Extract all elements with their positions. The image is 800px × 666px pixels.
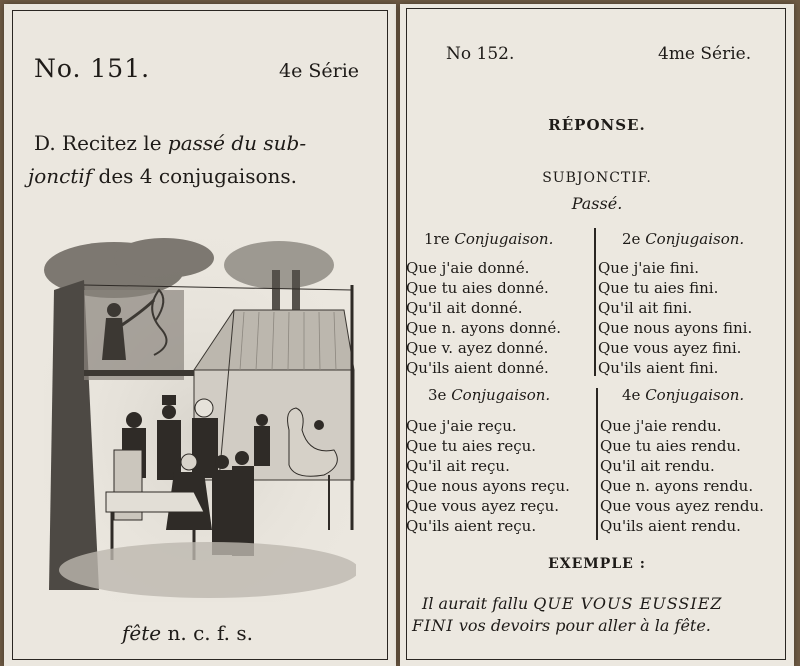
conjugation-line: Qu'il ait rendu. (600, 457, 715, 475)
question-emphasis-2: jonctif (28, 164, 93, 188)
conjugation-2-heading (622, 230, 744, 248)
conjugation-line: Que tu aies fini. (598, 279, 719, 297)
conjugation-ordinal: 3e (428, 386, 447, 404)
conjugation-line: Que j'aie fini. (598, 259, 699, 277)
reponse-title: RÉPONSE. (548, 116, 646, 134)
conjugation-line: Que n. ayons donné. (406, 319, 561, 337)
conjugation-line: Que j'aie donné. (406, 259, 530, 277)
question-line-2 (28, 164, 297, 188)
conjugation-line: Qu'il ait fini. (598, 299, 693, 317)
conjugation-4-lines (600, 416, 764, 536)
example-line-1 (422, 594, 723, 613)
column-divider (596, 388, 598, 540)
question-emphasis-1: passé du sub- (167, 131, 307, 155)
conjugation-4-heading (622, 386, 744, 404)
conjugation-ordinal: 1re (424, 230, 450, 248)
card-serie: 4me Série. (658, 44, 752, 64)
mood-heading: SUBJONCTIF. (542, 170, 652, 186)
conjugation-2-lines (598, 258, 752, 378)
conjugation-label: Conjugaison. (645, 386, 745, 404)
conjugation-line: Qu'il ait donné. (406, 299, 523, 317)
conjugation-line: Que j'aie reçu. (406, 417, 517, 435)
example-title: EXEMPLE : (548, 556, 646, 572)
conjugation-line: Que v. ayez donné. (406, 339, 549, 357)
conjugation-line: Que nous ayons fini. (598, 319, 753, 337)
example-caps-2: FINI (412, 616, 454, 635)
conjugation-line: Qu'ils aient rendu. (600, 517, 741, 535)
conjugation-line: Qu'ils aient fini. (598, 359, 719, 377)
card-number: No 152. (446, 44, 515, 64)
conjugation-line: Que j'aie rendu. (600, 417, 722, 435)
card-number: No. 151. (34, 54, 151, 83)
conjugation-line: Que tu aies rendu. (600, 437, 741, 455)
question-card (4, 4, 396, 666)
fair-scene-illustration (44, 230, 356, 602)
conjugation-1-heading (424, 230, 553, 248)
conjugation-line: Que vous ayez rendu. (600, 497, 764, 515)
conjugation-line: Que n. ayons rendu. (600, 477, 754, 495)
example-lead: Il aurait fallu (422, 594, 529, 613)
caption-abbreviation: n. c. f. s. (167, 621, 254, 645)
performer (84, 290, 194, 380)
conjugation-line: Que vous ayez reçu. (406, 497, 560, 515)
example-rest: vos devoirs pour aller à la fête. (458, 616, 711, 635)
caption (122, 621, 253, 645)
answer-card (400, 4, 794, 666)
example-line-2 (412, 616, 711, 635)
conjugation-ordinal: 4e (622, 386, 641, 404)
column-divider (594, 228, 596, 376)
conjugation-line: Qu'ils aient donné. (406, 359, 549, 377)
conjugation-ordinal: 2e (622, 230, 641, 248)
conjugation-3-lines (406, 416, 570, 536)
conjugation-line: Que nous ayons reçu. (406, 477, 570, 495)
conjugation-line: Que tu aies reçu. (406, 437, 537, 455)
conjugation-line: Qu'il ait reçu. (406, 457, 510, 475)
conjugation-1-lines (406, 258, 561, 378)
conjugation-label: Conjugaison. (454, 230, 554, 248)
ground (59, 542, 356, 598)
example-caps-1: QUE VOUS EUSSIEZ (533, 594, 723, 613)
conjugation-3-heading (428, 386, 550, 404)
question-suffix: des 4 conjugaisons. (98, 164, 298, 188)
question-prefix: D. Recitez le (34, 131, 162, 155)
question-line-1 (34, 131, 306, 155)
caption-word: fête (122, 621, 162, 645)
conjugation-label: Conjugaison. (451, 386, 551, 404)
conjugation-label: Conjugaison. (645, 230, 745, 248)
conjugation-line: Que tu aies donné. (406, 279, 549, 297)
conjugation-line: Qu'ils aient reçu. (406, 517, 537, 535)
card-serie: 4e Série (279, 60, 360, 82)
conjugation-line: Que vous ayez fini. (598, 339, 742, 357)
tense-heading: Passé. (571, 194, 623, 213)
